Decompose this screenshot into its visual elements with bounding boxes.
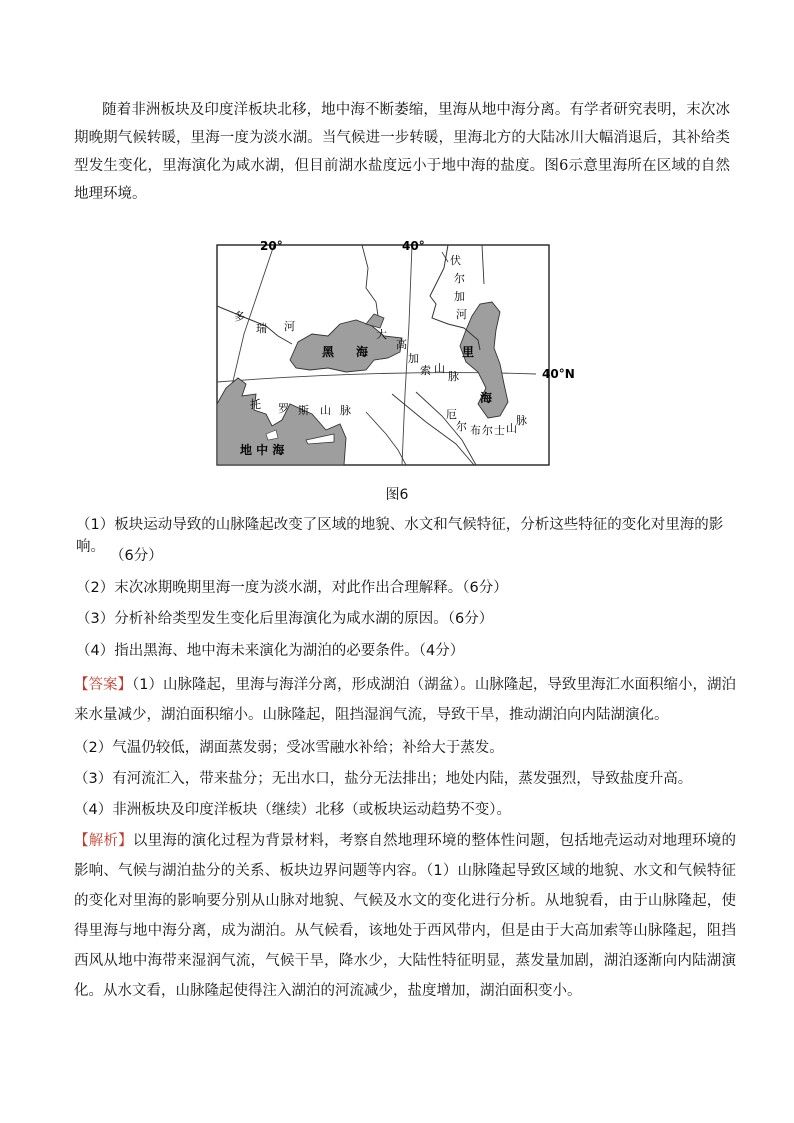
- elburz-label-7: 脉: [516, 414, 527, 427]
- figure-6-map: [216, 239, 575, 466]
- taurus-label-5: 脉: [340, 404, 351, 417]
- volga-label-2: 尔: [454, 272, 465, 285]
- volga-label-3: 加: [454, 290, 465, 303]
- caucasus-label-6: 脉: [448, 370, 459, 383]
- danube-label-3: 河: [284, 320, 295, 333]
- question-1: （1）板块运动导致的山脉隆起改变了区域的地貌、水文和气候特征，分析这些特征的变化对里海的影响。: [76, 517, 724, 555]
- question-2: （2）末次冰期晚期里海一度为淡水湖，对此作出合理解释。（6分）: [76, 580, 508, 596]
- analysis: [74, 826, 736, 1006]
- danube-label-1: 多: [234, 310, 245, 323]
- caspian-label-2: 海: [480, 391, 493, 405]
- question-3: （3）分析补给类型发生变化后里海演化为咸水湖的原因。（6分）: [76, 611, 494, 627]
- elburz-label-1: 厄: [446, 408, 457, 421]
- elburz-label-3: 布: [470, 424, 481, 437]
- elburz-label-2: 尔: [456, 420, 467, 433]
- answer-4: （4）非洲板块及印度洋板块（继续）北移（或板块运动趋势不变）。: [74, 802, 511, 818]
- caspian-label-1: 里: [462, 345, 475, 359]
- taurus-label-3: 斯: [298, 404, 309, 417]
- analysis-text: 以里海的演化过程为背景材料，考察自然地理环境的整体性问题，包括地壳运动对地理环境的影响、气候与湖泊盐分的关系、板块边界问题等内容。（1）山脉隆起导致区域的地貌、水文和气候特征的变化对里海的影响要分别从山脉对地貌、气候及水文的变化进行分析。从地貌看，由于山脉隆起，使得里海与地中海分离，成为湖泊。从气候看，该地处于西风带内，但是由于大高加索等山脉隆起，阻挡西风从地中海带来湿润气流，气候干旱，降水少，大陆性特征明显，蒸发量加剧，湖泊逐渐向内陆湖演化。从水文看，山脉隆起使得注入湖泊的河流减少，盐度增加，湖泊面积变小。: [74, 833, 737, 999]
- elburz-label-4: 尔: [482, 424, 493, 437]
- caucasus-label-5: 山: [434, 362, 445, 375]
- taurus-label-2: 罗: [278, 402, 289, 415]
- taurus-label-1: 托: [250, 398, 261, 411]
- answer-1-text: （1）山脉隆起，里海与海洋分离，形成湖泊（湖盆）。山脉隆起，导致里海汇水面积缩小，湖泊来水量减少，湖泊面积缩小。山脉隆起，阻挡湿润气流，导致干旱，推动湖泊向内陆湖演化。: [74, 677, 736, 723]
- caucasus-label-2: 高: [396, 338, 407, 351]
- question-1-score: （6分）: [110, 548, 163, 564]
- volga-label-1: 伏: [450, 254, 461, 267]
- elburz-label-6: 山: [506, 422, 517, 435]
- lat-40n-text: 40°N: [542, 367, 575, 381]
- figure-caption: 图6: [385, 487, 409, 503]
- answer-3: （3）有河流汇入，带来盐分；无出水口，盐分无法排出；地处内陆，蒸发强烈，导致盐度升高。: [74, 771, 693, 787]
- analysis-tag: 【解析】: [74, 833, 133, 849]
- lon-20-text: 20°: [260, 239, 283, 253]
- volga-label-4: 河: [456, 308, 467, 321]
- intro-text: 随着非洲板块及印度洋板块北移，地中海不断萎缩，里海从地中海分离。有学者研究表明，末次冰期晚期气候转暖，里海一度为淡水湖。当气候进一步转暖，里海北方的大陆冰川大幅消退后，其补给类型发生变化，里海演化为咸水湖，但目前湖水盐度远小于地中海的盐度。图6示意里海所在区域的自然地理环境。: [74, 102, 730, 202]
- caucasus-label-3: 加: [408, 352, 419, 365]
- caucasus-label-4: 索: [420, 364, 431, 377]
- elburz-label-5: 士: [494, 424, 505, 437]
- question-4: （4）指出黑海、地中海未来演化为湖泊的必要条件。（4分）: [76, 643, 465, 659]
- danube-label-2: 瑞: [256, 322, 267, 335]
- taurus-label-4: 山: [320, 404, 331, 417]
- mediterranean-label: 地 中 海: [240, 443, 285, 457]
- black-sea-label-1: 黑: [322, 345, 335, 359]
- black-sea-label-2: 海: [356, 345, 369, 359]
- intro-paragraph: [74, 96, 730, 208]
- answer-2: （2）气温仍较低，湖面蒸发弱；受冰雪融水补给；补给大于蒸发。: [74, 740, 504, 756]
- lon-40-text: 40°: [402, 239, 425, 253]
- caucasus-label-1: 大: [376, 328, 387, 341]
- answer-1: [74, 670, 736, 730]
- answer-tag: 【答案】: [74, 677, 133, 693]
